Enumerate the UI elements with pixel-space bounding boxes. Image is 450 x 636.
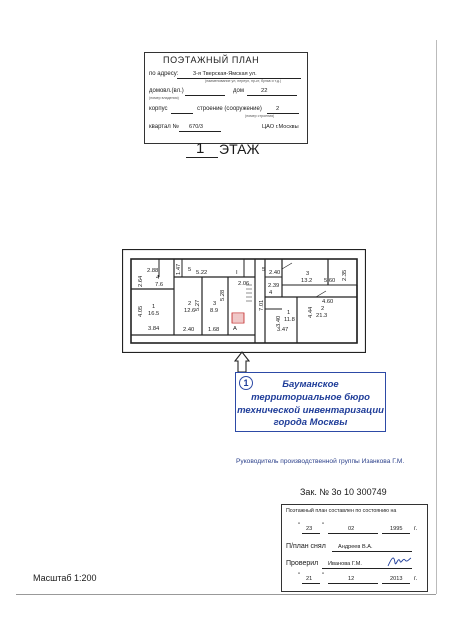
- date1-month-underline: [328, 533, 378, 534]
- korpus-underline: [171, 113, 193, 114]
- address-value: 3-я Тверская-Ямская ул.: [193, 71, 257, 77]
- date1-quote-close: ": [322, 523, 325, 529]
- okrug-value: ЦАО г.Москвы: [262, 124, 299, 130]
- plan-label: 4.05: [138, 305, 144, 317]
- date2-year-underline: [382, 583, 410, 584]
- domovl-label: домовл.(вл.): [149, 88, 184, 94]
- plan-label: 1: [287, 310, 291, 316]
- plan-door: [282, 263, 292, 269]
- date2-day: 21: [306, 576, 313, 582]
- dom-value: 22: [261, 88, 268, 94]
- entrance-arrow-icon: [234, 351, 250, 373]
- plan-label: 2.35: [342, 269, 348, 281]
- domovl-hint: (номер владения): [149, 96, 179, 100]
- stamp-line: Бауманское: [282, 379, 339, 390]
- stamp-line: города Москвы: [273, 417, 348, 428]
- plan-label: 3: [306, 271, 310, 277]
- plan-label: 2.88: [147, 268, 159, 274]
- plan-label: 8.9: [210, 308, 219, 314]
- address-hint: (наименование ул, переул, пр-кт, бульв и т.д.): [205, 79, 282, 83]
- plan-label: 7.6: [155, 282, 164, 288]
- kvartal-value: 670/3: [189, 124, 203, 130]
- date1-day-underline: [302, 533, 320, 534]
- plan-label: 13.2: [301, 278, 313, 284]
- plan-label: 2.64: [138, 275, 144, 287]
- plan-label: A: [233, 326, 237, 332]
- plan-stair: [232, 313, 244, 323]
- plan-label: 11.8: [284, 317, 295, 323]
- status-box: [281, 504, 428, 592]
- date2-suffix: г.: [414, 576, 418, 582]
- scale-label: Масштаб 1:200: [33, 573, 97, 583]
- date2-day-underline: [302, 583, 320, 584]
- plan-label: 5: [188, 267, 192, 273]
- date1-day: 23: [306, 526, 313, 532]
- date2-quote-open: ": [298, 573, 301, 579]
- plan-label: 1: [152, 304, 156, 310]
- date1-year: 1995: [390, 526, 403, 532]
- header-box: [144, 52, 308, 144]
- plan-label: 5.60: [324, 278, 336, 284]
- floor-plan: [122, 249, 366, 353]
- status-title: Поэтажный план составлен по состоянию на: [286, 508, 397, 514]
- plan-label: 5: [262, 267, 266, 273]
- date2-month-underline: [328, 583, 378, 584]
- plan-label: 4.44: [308, 306, 314, 318]
- plan-label: 5.27: [195, 299, 201, 311]
- plan-label: 12.6: [184, 308, 196, 314]
- plan-label: 2.40: [269, 270, 281, 276]
- address-label: по адресу:: [149, 71, 179, 77]
- domovl-underline: [185, 95, 225, 96]
- bti-stamp-number: 1: [243, 378, 249, 388]
- plan-label: 5.28: [220, 289, 226, 301]
- plan-label: 3.40: [276, 315, 282, 327]
- floor-label: ЭТАЖ: [219, 141, 260, 157]
- plan-door: [316, 291, 326, 297]
- stroenie-hint: (номер строения): [245, 114, 275, 118]
- date2-month: 12: [348, 576, 355, 582]
- plan-title: ПОЭТАЖНЫЙ ПЛАН: [163, 55, 260, 65]
- leader-note: Руководитель производственной группы Изанкова Г.М.: [236, 458, 405, 465]
- plan-label: 2: [188, 301, 192, 307]
- signature: [386, 553, 412, 569]
- dom-label: дом: [233, 88, 244, 94]
- plan-label: 3.47: [277, 327, 289, 333]
- plan-by-label: П/план снял: [286, 543, 326, 550]
- plan-by-value: Андреев В.А.: [338, 544, 373, 550]
- kvartal-label: квартал №: [149, 124, 179, 130]
- checked-value: Иванова Г.М.: [328, 561, 362, 567]
- floor-underline: [186, 157, 218, 158]
- date1-month: 02: [348, 526, 355, 532]
- page-edge-line: [16, 594, 436, 595]
- plan-label: 2.40: [183, 327, 195, 333]
- stroenie-value: 2: [276, 106, 280, 112]
- date2-quote-close: ": [322, 573, 325, 579]
- plan-label: 2.06: [238, 281, 250, 287]
- plan-label: 2: [321, 306, 325, 312]
- plan-label: 3: [213, 301, 217, 307]
- plan-label: 1.68: [208, 327, 220, 333]
- korpus-label: корпус: [149, 106, 168, 112]
- dom-underline: [247, 95, 297, 96]
- checked-label: Проверил: [286, 560, 319, 567]
- plan-label: 5.22: [196, 270, 208, 276]
- plan-label: 2.39: [268, 283, 280, 289]
- stamp-line: технической инвентаризации: [237, 405, 384, 416]
- plan-by-underline: [332, 551, 412, 552]
- date2-year: 2013: [390, 576, 403, 582]
- stroenie-label: строение (сооружение): [197, 106, 262, 112]
- date1-quote-open: ": [298, 523, 301, 529]
- plan-label: 3.84: [148, 326, 160, 332]
- stamp-line: территориальное бюро: [251, 392, 370, 403]
- page-edge-line: [436, 40, 437, 594]
- plan-label: 1.47: [176, 263, 182, 275]
- plan-label: I: [236, 270, 238, 276]
- date1-suffix: г.: [414, 526, 418, 532]
- bti-stamp: [235, 372, 386, 432]
- order-number: Зак. № 3о 10 300749: [300, 487, 387, 497]
- plan-label: 16.5: [148, 311, 160, 317]
- kvartal-underline: [179, 131, 221, 132]
- floor-number: 1: [196, 140, 205, 157]
- plan-label: 4: [156, 275, 160, 281]
- plan-label: 7.01: [259, 299, 265, 311]
- plan-label: 4: [269, 290, 273, 296]
- date1-year-underline: [382, 533, 410, 534]
- plan-label: 21.3: [316, 313, 328, 319]
- plan-label: 4.60: [322, 299, 334, 305]
